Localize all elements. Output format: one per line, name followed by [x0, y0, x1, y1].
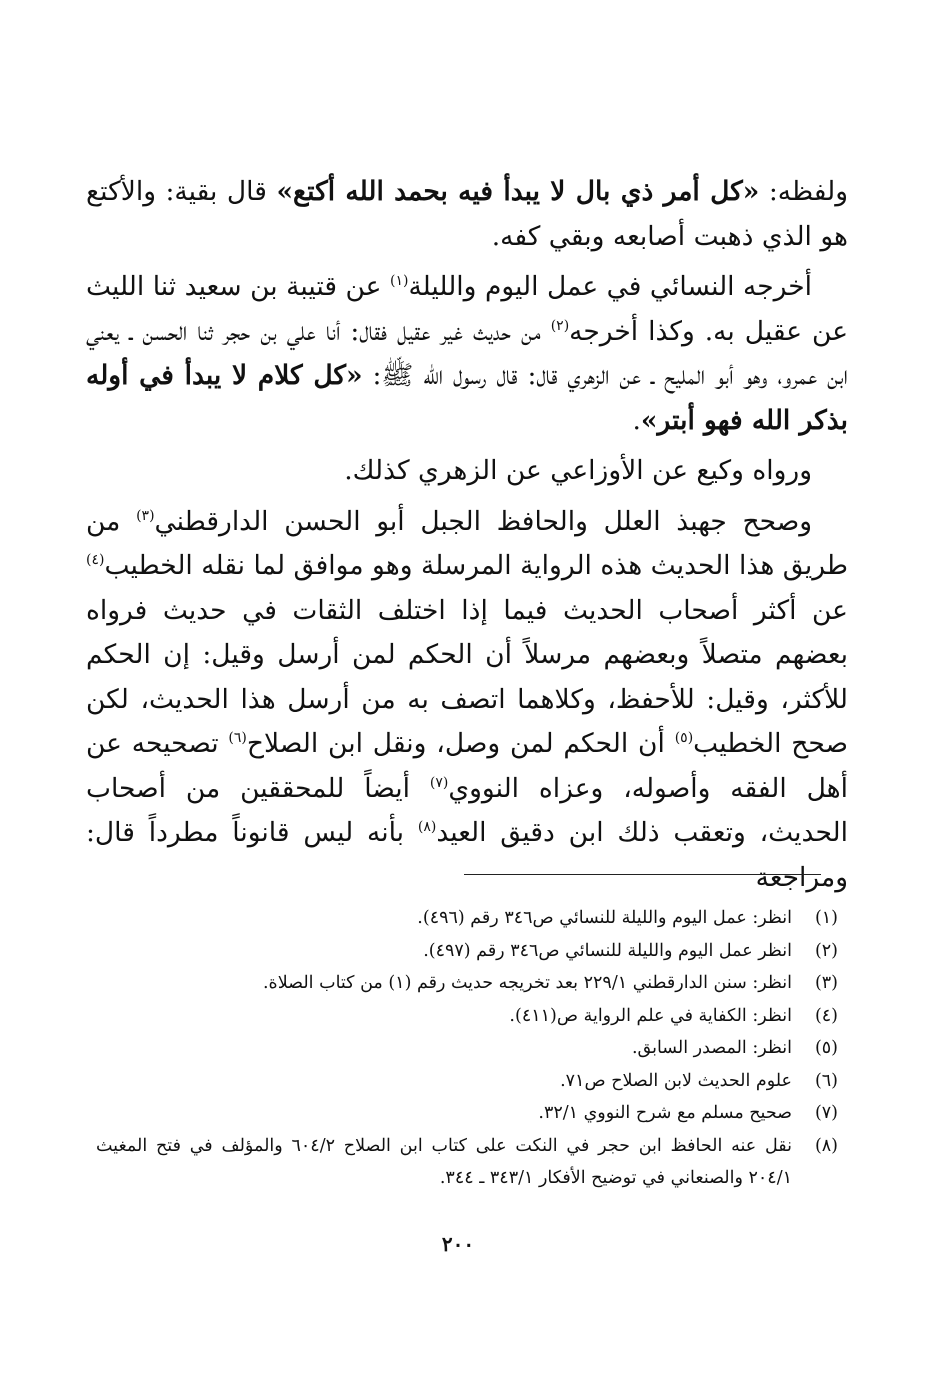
footnote-number: (٢): [814, 940, 838, 961]
footnote-text: صحيح مسلم مع شرح النووي ٣٢/١.: [538, 1103, 792, 1123]
footnote-5: [96, 1032, 838, 1065]
paragraph-4-text-1: وصحح جهبذ العلل والحافظ الجبل أبو الحسن الدارقطني: [154, 505, 813, 537]
footnote-4: [96, 1000, 838, 1033]
footnote-ref-2[interactable]: (٢): [550, 317, 570, 334]
paragraph-1: [86, 170, 848, 259]
footnote-text: انظر: المصدر السابق.: [631, 1038, 792, 1058]
footnote-text: انظر: الكفاية في علم الرواية ص(٤١١).: [509, 1005, 792, 1026]
paragraph-4-text-3: عن أكثر أصحاب الحديث فيما إذا اختلف الثقات في حديث فرواه بعضهم متصلاً وبعضهم مرسلاً أن الحكم لمن أرسل وقيل: إن الحكم للأكثر، وقيل: للأحفظ، وكلاهما اتصف به من أرسل هذا الحديث، لكن صحح الخطيب: [86, 594, 849, 759]
paragraph-2-end: .: [632, 404, 641, 436]
paragraph-4-text-6: أيضاً للمحققين من أصحاب الحديث، وتعقب ذلك ابن دقيق العيد: [86, 772, 848, 848]
paragraph-1-rest: قال بقية: والأكتع هو الذي ذهبت أصابعه وبقي كفه.: [86, 176, 848, 252]
footnote-text: نقل عنه الحافظ ابن حجر في النكت على كتاب ابن الصلاح ٦٠٤/٢ والمؤلف في فتح المغيث ٢٠٤/١ والصنعاني في توضيح الأفكار ٣٤٣/١ ـ ٣٤٤.: [96, 1135, 792, 1188]
footnote-number: (٣): [814, 973, 838, 993]
paragraph-1-lead: ولفظه:: [759, 176, 849, 207]
paragraph-3: ورواه وكيع عن الأوزاعي عن الزهري كذلك.: [344, 455, 812, 486]
footnote-ref-1[interactable]: (١): [389, 273, 409, 290]
footnote-separator: [464, 874, 821, 875]
footnote-number: (١): [814, 908, 838, 928]
footnote-text: انظر عمل اليوم والليلة للنسائي ص٣٤٦ رقم (٤٩٧).: [423, 940, 792, 961]
footnote-number: (٦): [814, 1070, 838, 1091]
footnote-3: [96, 967, 838, 1000]
footnote-ref-3[interactable]: (٣): [136, 507, 155, 524]
footnote-ref-6[interactable]: (٦): [228, 730, 247, 747]
footnote-2: [96, 935, 838, 968]
footnotes: [96, 902, 838, 1195]
hadith-quote-1: «كل أمر ذي بال لا يبدأ فيه بحمد الله أكتع»: [276, 176, 760, 207]
footnote-ref-7[interactable]: (٧): [429, 774, 449, 791]
footnote-number: (٤): [814, 1005, 838, 1026]
footnote-text: انظر: عمل اليوم والليلة للنسائي ص٣٤٦ رقم (٤٩٦).: [417, 908, 792, 928]
footnote-ref-8[interactable]: (٨): [417, 819, 437, 836]
footnote-8: [96, 1130, 838, 1195]
footnote-number: (٧): [814, 1103, 838, 1123]
footnote-ref-5[interactable]: (٥): [674, 730, 694, 747]
footnote-6: [96, 1065, 838, 1098]
paragraph-2-text-1: أخرجه النسائي في عمل اليوم والليلة: [408, 271, 812, 302]
paragraph-4-text-5: تصحيحه عن أهل الفقه وأصوله، وعزاه النووي: [86, 728, 848, 804]
footnote-ref-4[interactable]: (٤): [86, 552, 105, 569]
footnote-number: (٨): [814, 1135, 838, 1156]
paragraph-2-text-2: عن قتيبة بن سعيد ثنا الليث عن عقيل به. وكذا أخرجه: [86, 271, 849, 347]
paragraph-4: [86, 500, 848, 901]
paragraph-4-text-4: أن الحكم لمن وصل، ونقل ابن الصلاح: [246, 728, 675, 759]
hadith-quote-2: «كل كلام لا يبدأ في أوله بذكر الله فهو أبتر»: [86, 360, 848, 436]
footnote-text: علوم الحديث لابن الصلاح ص٧١.: [560, 1070, 792, 1091]
footnote-number: (٥): [814, 1038, 838, 1058]
page-number: ٢٠٠: [441, 1232, 475, 1256]
footnote-1: [96, 902, 838, 935]
paragraph-2-text-3: من حديث غير عقيل فقال: أنا علي بن حجر ثنا الحسن ـ يعني ابن عمرو، وهو أبو المليح ـ عن الزهري قال: قال رسول الله ﷺ:: [86, 315, 848, 391]
footnote-text: انظر: سنن الدارقطني ٢٢٩/١ بعد تخريجه حديث رقم (١) من كتاب الصلاة.: [262, 973, 792, 993]
footnote-7: [96, 1097, 838, 1130]
paragraph-4-text-2: من طريق هذا الحديث هذه الرواية المرسلة وهو موافق لما نقله الخطيب: [86, 505, 848, 581]
paragraph-4-text-7: بأنه ليس قانوناً مطرداً قال: ومراجعة: [86, 817, 848, 893]
paragraph-2: [86, 265, 848, 443]
main-text: [86, 170, 848, 900]
